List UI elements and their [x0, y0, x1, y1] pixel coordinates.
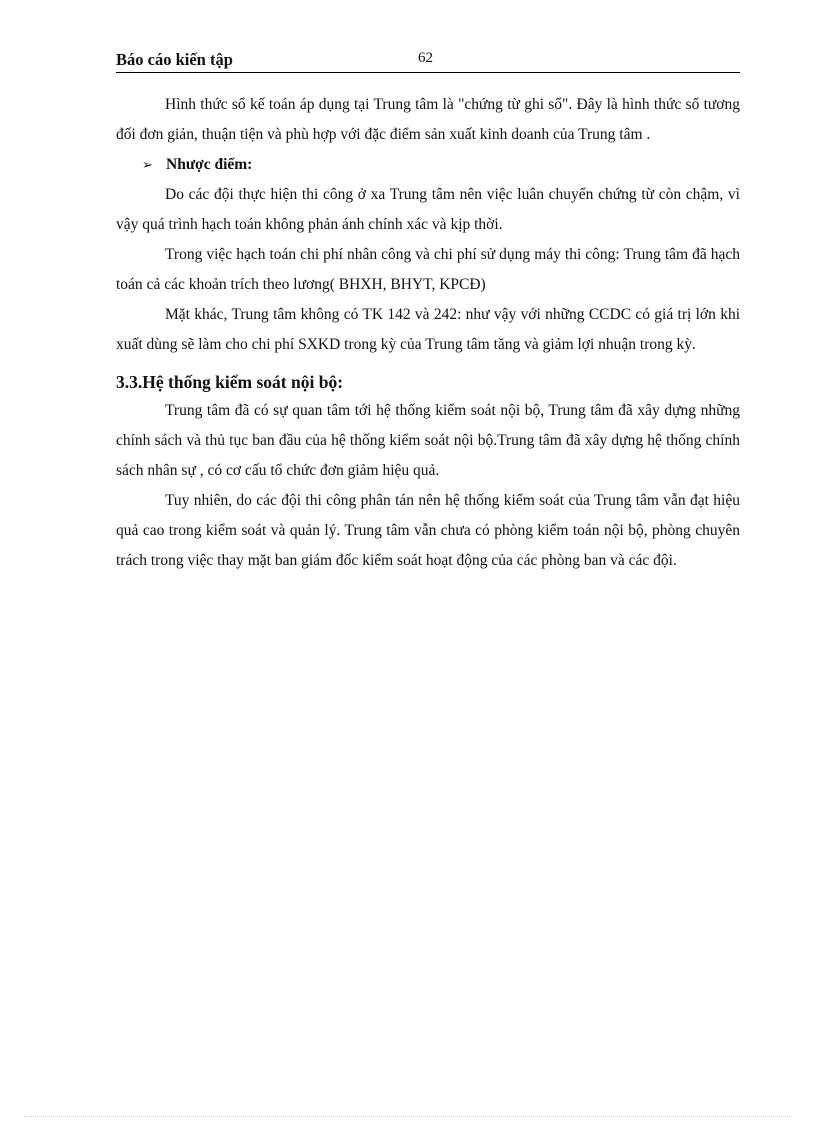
page-number: 62: [418, 50, 433, 66]
paragraph-control-limitations: Tuy nhiên, do các đội thi công phân tán nên hệ thống kiểm soát của Trung tâm vẫn đạt hiệu quả cao trong kiểm soát và quản lý. Trung tâm vẫn chưa có phòng kiểm toán nội bộ, phòng chuyên trách trong việc thay mặt ban giám đốc kiểm soát hoạt động của các phòng ban và các đội.: [116, 492, 740, 569]
weakness-heading-text: Nhược điểm:: [166, 156, 253, 173]
paragraph-accounting-form: Hình thức sổ kế toán áp dụng tại Trung tâm là "chứng từ ghi sổ". Đây là hình thức sổ tương đối đơn giản, thuận tiện và phù hợp với đặc điểm sản xuất kinh doanh của Trung tâm .: [116, 96, 740, 143]
paragraph-internal-control: Trung tâm đã có sự quan tâm tới hệ thống kiểm soát nội bộ, Trung tâm đã xây dựng những chính sách và thủ tục ban đầu của hệ thống kiểm soát nội bộ.Trung tâm đã xây dựng hệ thống chính sách nhân sự , có cơ cấu tổ chức đơn giảm hiệu quả.: [116, 402, 740, 479]
page-bottom-divider: [24, 1116, 792, 1117]
arrow-bullet-icon: ➢: [142, 157, 153, 172]
document-body: [116, 90, 740, 576]
paragraph-accounts: Mặt khác, Trung tâm không có TK 142 và 242: như vậy với những CCDC có giá trị lớn khi xuất dùng sẽ làm cho chi phí SXKD trong kỳ của Trung tâm tăng và giảm lợi nhuận trong kỳ.: [116, 306, 740, 353]
page-header: [116, 48, 740, 73]
weakness-heading: [116, 150, 740, 180]
section-heading: 3.3.Hệ thống kiểm soát nội bộ:: [116, 372, 344, 392]
paragraph-document-transfer: Do các đội thực hiện thi công ở xa Trung tâm nên việc luân chuyển chứng từ còn chậm, vì vậy quá trình hạch toán không phản ánh chính xác và kịp thời.: [116, 186, 740, 233]
header-title: Báo cáo kiến tập: [116, 50, 233, 69]
paragraph-labor-cost: Trong việc hạch toán chi phí nhân công và chi phí sử dụng máy thi công: Trung tâm đã hạch toán cả các khoản trích theo lương( BHXH, BHYT, KPCĐ): [116, 246, 740, 293]
